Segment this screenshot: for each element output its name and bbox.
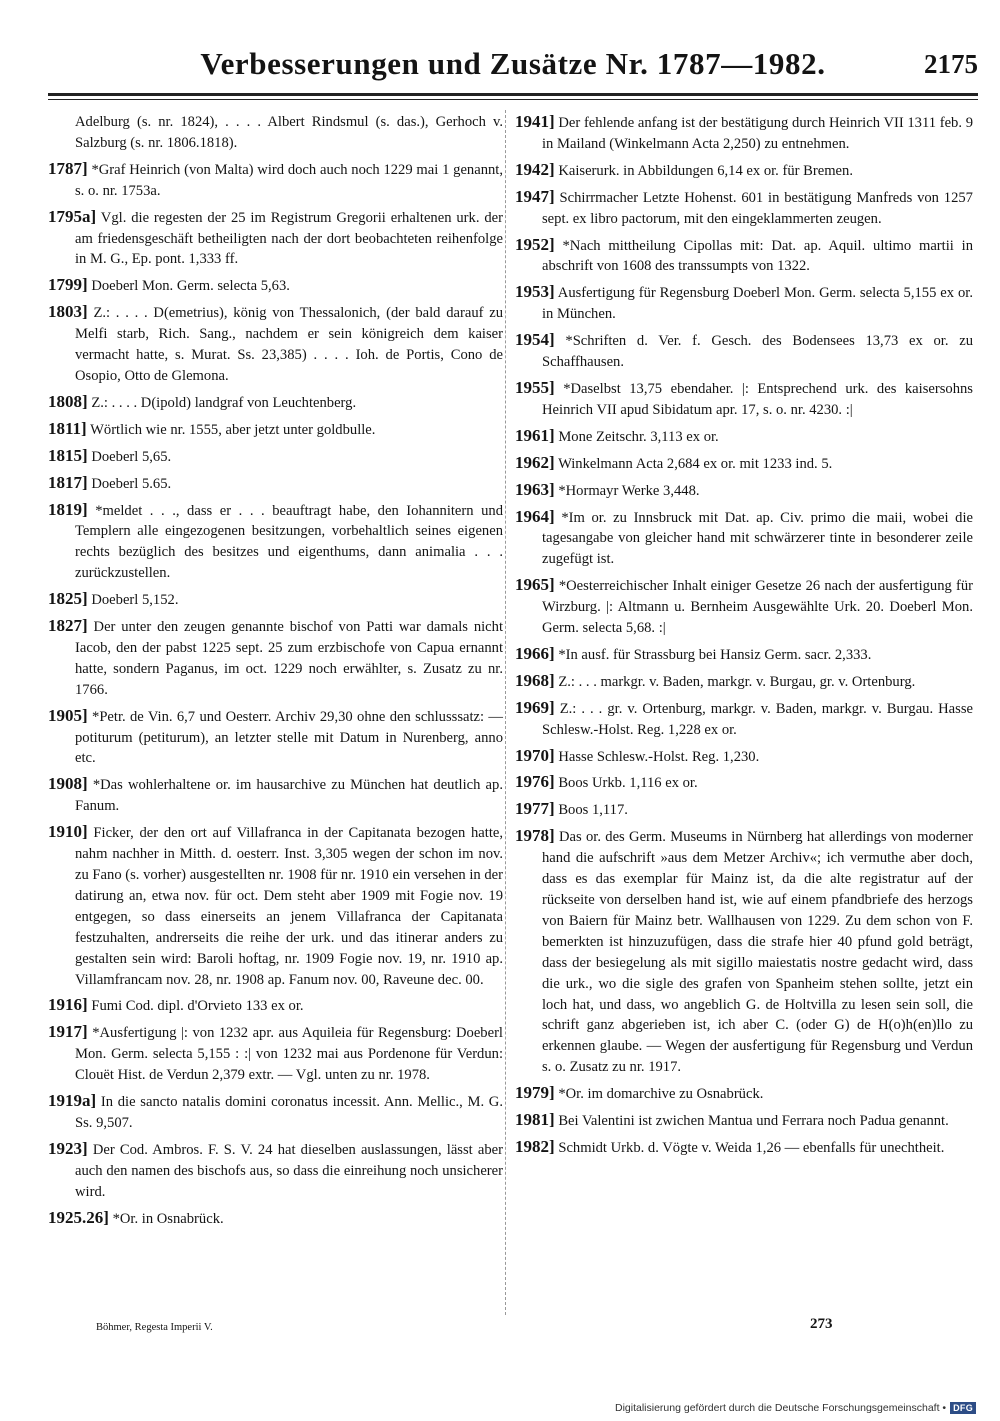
entry-number: 1979] <box>515 1083 555 1103</box>
entry-text: *Nach mittheilung Cipollas mit: Dat. ap. Aquil. ultimo martii in abschrift von 1608 des transsumpts von 1322. <box>542 237 973 275</box>
header-rule-thick <box>48 93 978 96</box>
entry-text: Z.: . . . gr. v. Ortenburg, markgr. v. Baden, markgr. v. Burgau. Hasse Schlesw.-Holst. Reg. 1,228 ex or. <box>542 700 973 738</box>
entry-text: Z.: . . . . D(ipold) landgraf von Leuchtenberg. <box>91 394 357 411</box>
entry-number: 1978] <box>515 826 555 846</box>
entry-number: 1964] <box>515 506 555 526</box>
entry-number: 1970] <box>515 745 555 765</box>
entry <box>515 453 973 475</box>
page-title: Verbesserungen und Zusätze Nr. 1787—1982. <box>200 46 826 81</box>
footer-sheet-number: 273 <box>810 1316 833 1332</box>
entry-text: *Das wohlerhaltene or. im hausarchive zu München hat deutlich ap. Fanum. <box>75 777 503 815</box>
entry-text: Das or. des Germ. Museums in Nürnberg hat allerdings von moderner hand die aufschrift »aus dem Metzer Archiv«; ich vermuthe aber doch, dass es das exemplar für Mainz ist, da die alte registratur auf der rückseite von derselben hand ist, wie auf einem pfandbriefe des herzogs von Baiern für Mainz betr. Wallhausen von 1229. Zu dem schon von F. bemerkten ist hinzuzufügen, dass die strafe hier 40 pfund gold beträgt, dass der besiegelung als mit sigillo maiestatis nostre gedacht wird, dass die urk., wo die sigle des grafen von Spanheim stehen sollte, jetzt ein loch hat, und dass, wo angeblich G. de Holtvilla zu lesen sein soll, die schrift ganz abgerieben ist, ich aber C. (oder G) de H(o)h(en)llo zu erkennen glaube. — Wegen der ausfertigung für Regensburg und Verdun s. o. Zusatz zu nr. 1917. <box>542 829 973 1076</box>
entry-number: 1916] <box>48 995 88 1015</box>
entry-text: Mone Zeitschr. 3,113 ex or. <box>558 428 719 445</box>
entry-number: 1976] <box>515 772 555 792</box>
entry-number: 1982] <box>515 1136 555 1156</box>
funding-note <box>615 1402 976 1414</box>
entry <box>48 207 503 271</box>
entry-text: Doeberl Mon. Germ. selecta 5,63. <box>91 278 290 295</box>
entry <box>515 507 973 571</box>
entry-text: Boos 1,117. <box>558 802 628 819</box>
entry-number: 1811] <box>48 418 87 438</box>
entry <box>48 302 503 387</box>
entry-number: 1815] <box>48 445 88 465</box>
entry-text: *Ausfertigung |: von 1232 apr. aus Aquileia für Regensburg: Doeberl Mon. Germ. selecta 5,155 : :| von 1232 mai aus Pordenone für Verdun: Clouët Hist. de Verdun 2,379 extr. — Vgl. unten zu nr. 1978. <box>75 1025 503 1084</box>
entry <box>515 378 973 421</box>
entry <box>48 1139 503 1203</box>
entry <box>48 275 503 297</box>
entry <box>48 392 503 414</box>
entry-number: 1953] <box>515 282 555 302</box>
entry-text: *Hormayr Werke 3,448. <box>558 482 700 499</box>
footer-signature: Böhmer, Regesta Imperii V. <box>96 1322 213 1333</box>
entry <box>515 671 973 693</box>
entry-text: Schirrmacher Letzte Hohenst. 601 in bestätigung Manfreds von 1257 sept. ex libro pactorum, mit den eingeklammerten zeugen. <box>542 189 973 227</box>
entry-text: Kaiserurk. in Abbildungen 6,14 ex or. für Bremen. <box>558 162 853 179</box>
entry-text: Der unter den zeugen genannte bischof von Patti war damals nicht Iacob, den der pabst 1225 sept. 25 zum erzbischofe von Capua ernannt hatte, sondern Paganus, im oct. 1229 noch erwählter, s. Zusatz zu nr. 1766. <box>75 619 503 698</box>
entry <box>515 235 973 278</box>
entry <box>515 799 973 821</box>
entry <box>515 480 973 502</box>
entry <box>515 160 973 182</box>
entry <box>515 426 973 448</box>
entry-number: 1825] <box>48 589 88 609</box>
entry <box>515 1110 973 1132</box>
entry <box>515 746 973 768</box>
entry <box>48 473 503 495</box>
entry <box>48 616 503 701</box>
entry <box>48 706 503 770</box>
entry-number: 1942] <box>515 159 555 179</box>
entry-number: 1969] <box>515 697 555 717</box>
entry-number: 1787] <box>48 158 88 178</box>
entry-number: 1808] <box>48 391 88 411</box>
entry-number: 1955] <box>515 377 555 397</box>
entry-number: 1977] <box>515 799 555 819</box>
entry-number: 1963] <box>515 479 555 499</box>
entry-text: Schmidt Urkb. d. Vögte v. Weida 1,26 — ebenfalls für unechtheit. <box>558 1139 945 1156</box>
entry-text: Doeberl 5,65. <box>91 448 172 465</box>
entry <box>515 644 973 666</box>
entry-text: *Im or. zu Innsbruck mit Dat. ap. Civ. primo die maii, wobei die tagesangabe von gleicher hand mit schwärzerer tinte in besonderer zeile zugefügt ist. <box>542 509 973 568</box>
entry-number: 1966] <box>515 643 555 663</box>
entry-number: 1981] <box>515 1110 555 1130</box>
dfg-logo: DFG <box>950 1402 976 1414</box>
entry <box>48 159 503 202</box>
entry-text: *Oesterreichischer Inhalt einiger Gesetze 26 nach der ausfertigung für Wirzburg. |: Altmann u. Bernheim Ausgewählte Urk. 20. Doeberl Mon. Germ. selecta 5,68. :| <box>542 578 973 637</box>
entry-number: 1819] <box>48 499 88 519</box>
entry-number: 1923] <box>48 1138 88 1158</box>
entry-text: Adelburg (s. nr. 1824), . . . . Albert Rindsmul (s. das.), Gerhoch v. Salzburg (s. nr. 1806.1818). <box>75 114 503 151</box>
entry-number: 1817] <box>48 472 88 492</box>
entry <box>48 446 503 468</box>
entry-number: 1952] <box>515 234 555 254</box>
entry-number: 1962] <box>515 452 555 472</box>
entry-text: Hasse Schlesw.-Holst. Reg. 1,230. <box>558 748 760 765</box>
entry-number: 1965] <box>515 575 555 595</box>
column-divider <box>505 110 507 1315</box>
entry <box>515 1137 973 1159</box>
entry <box>48 774 503 817</box>
page-number: 2175 <box>924 49 978 79</box>
entry-text: *Or. im domarchive zu Osnabrück. <box>558 1086 764 1103</box>
entry-number: 1799] <box>48 275 88 295</box>
entry <box>515 698 973 741</box>
entry <box>48 822 503 990</box>
entry-text: Boos Urkb. 1,116 ex or. <box>558 775 698 792</box>
entry-text: *Petr. de Vin. 6,7 und Oesterr. Archiv 29,30 ohne den schlusssatz: — potiturum (petiturum), an letzter stelle mit Datum in Nurenberg, anno etc. <box>75 708 503 767</box>
entry <box>48 589 503 611</box>
entry-text: Doeberl 5,152. <box>91 592 179 609</box>
entry <box>515 826 973 1078</box>
entry <box>48 1022 503 1086</box>
entry-text: *Schriften d. Ver. f. Gesch. des Bodensees 13,73 ex or. zu Schaffhausen. <box>542 333 973 371</box>
entry-number: 1919a] <box>48 1091 97 1111</box>
page-header <box>48 44 978 84</box>
entry-text: Wörtlich wie nr. 1555, aber jetzt unter goldbulle. <box>90 421 376 438</box>
entry-text: *Graf Heinrich (von Malta) wird doch auch noch 1229 mai 1 genannt, s. o. nr. 1753a. <box>75 161 503 199</box>
entry <box>48 500 503 585</box>
entry-text: *Daselbst 13,75 ebendaher. |: Entsprechend urk. des kaisersohns Heinrich VII apud Sibidatum apr. 17, s. o. nr. 4230. :| <box>542 380 973 418</box>
funding-note-text: Digitalisierung gefördert durch die Deutsche Forschungsgemeinschaft • <box>614 1402 947 1414</box>
entry <box>515 282 973 325</box>
entry-text: Der fehlende anfang ist der bestätigung durch Heinrich VII 1311 feb. 9 in Mailand (Winkelmann Acta 2,250) zu entnehmen. <box>542 115 973 152</box>
entry <box>48 995 503 1017</box>
entry-number: 1941] <box>515 112 555 131</box>
entry-text: Winkelmann Acta 2,684 ex or. mit 1233 ind. 5. <box>558 455 833 472</box>
entry-text: *In ausf. für Strassburg bei Hansiz Germ. sacr. 2,333. <box>558 646 872 663</box>
entry-number: 1795a] <box>48 206 97 226</box>
entry-number: 1827] <box>48 616 88 636</box>
entry <box>515 330 973 373</box>
entry-text: Doeberl 5.65. <box>91 475 172 492</box>
entry-text: Der Cod. Ambros. F. S. V. 24 hat dieselben auslassungen, lässt aber auch den namen des bischofs aus, so dass die einreihung noch unsicherer wird. <box>75 1141 503 1200</box>
entry-number: 1968] <box>515 670 555 690</box>
entry-text: Z.: . . . markgr. v. Baden, markgr. v. Burgau, gr. v. Ortenburg. <box>558 673 916 690</box>
entry <box>515 772 973 794</box>
entry-number: 1917] <box>48 1022 88 1042</box>
entry <box>515 1083 973 1105</box>
entry <box>515 575 973 639</box>
header-rule-thin <box>48 99 978 100</box>
entry <box>48 1208 503 1230</box>
entry-text: Fumi Cod. dipl. d'Orvieto 133 ex or. <box>91 998 304 1015</box>
entry-number: 1905] <box>48 705 88 725</box>
entry <box>48 419 503 441</box>
entry <box>515 187 973 230</box>
entry-number: 1908] <box>48 774 88 794</box>
entry-text: *meldet . . ., dass er . . . beauftragt habe, den Iohannitern und Templern alle eingezogenen besitzungen, vorbehaltlich seines eigenen rechts bezüglich des besitzes und eigenthums, dann animalia . . . zurückzustellen. <box>75 502 503 582</box>
entry-text: Bei Valentini ist zwichen Mantua und Ferrara noch Padua genannt. <box>558 1113 949 1130</box>
entry-number: 1925.26] <box>48 1207 109 1227</box>
right-column <box>515 112 973 1164</box>
entry-text: *Or. in Osnabrück. <box>112 1210 224 1227</box>
entry-text: Vgl. die regesten der 25 im Registrum Gregorii erhaltenen urk. der am friedensgeschäft betheiligten nach der dort beobachteten reihenfolge in M. G., Ep. pont. 1,333 ff. <box>75 209 503 268</box>
entry-number: 1961] <box>515 425 555 445</box>
entry <box>48 1091 503 1134</box>
entry-number: 1910] <box>48 822 88 842</box>
entry-number: 1954] <box>515 330 555 350</box>
entry-text: Ficker, der den ort auf Villafranca in der Capitanata bezogen hatte, nahm nachher in Mitth. d. oesterr. Inst. 3,305 wegen der schon im nov. zu Fano (s. vorher) ausgestellten nr. 1908 für nr. 1910 ein versehen in der datirung an, etwa nov. für oct. Dem steht aber 1909 mit Fogie nov. 19 entgegen, so dass einerseits an jenem Villafranca der Capitanata festzuhalten, andrerseits die reihe der urk. und das itinerar anders zu gestalten sein wird: Baroli hoftag, nr. 1909 Fogie nov. 19, nr. 1910 ap. Villamfrancam nov. 28, nr. 1908 ap. Fanum nov. 00, Raveune dec. 00. <box>75 825 504 988</box>
entry <box>515 112 973 155</box>
entry-number: 1803] <box>48 302 88 322</box>
entry <box>48 112 503 154</box>
entry-text: Z.: . . . . D(emetrius), könig von Thessalonich, (der bald darauf zu Melfi starb, Rich. Sang., nachdem er sein königreich dem kaiser vermacht hatte, s. Murat. Ss. 23,385) . . . . Ioh. de Portis, Cono de Osopio, Otto de Glemona. <box>75 305 503 384</box>
entry-text: In die sancto natalis domini coronatus incessit. Ann. Mellic., M. G. Ss. 9,507. <box>75 1094 503 1131</box>
entry-number: 1947] <box>515 186 555 206</box>
left-column <box>48 112 503 1235</box>
entry-text: Ausfertigung für Regensburg Doeberl Mon. Germ. selecta 5,155 ex or. in München. <box>542 285 974 323</box>
